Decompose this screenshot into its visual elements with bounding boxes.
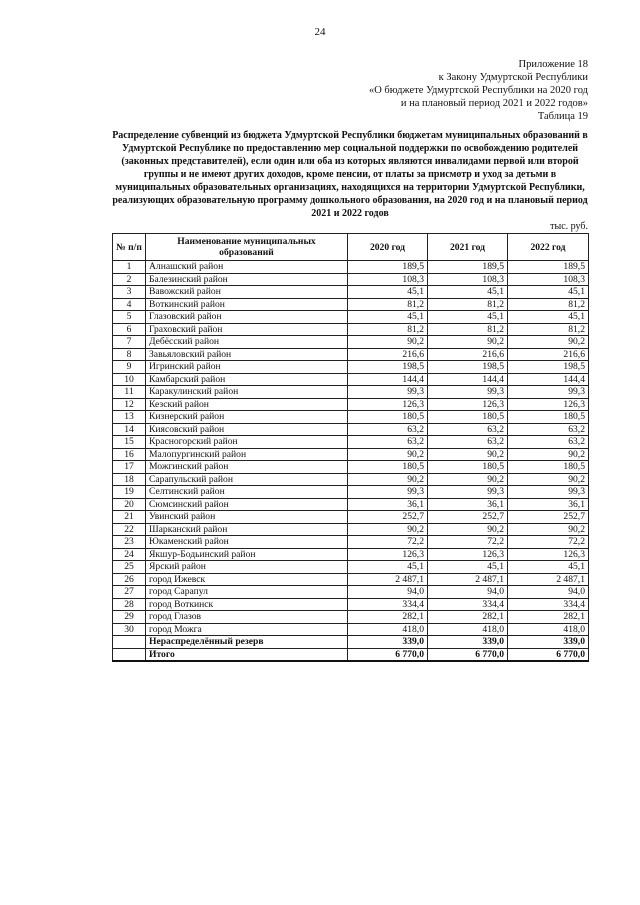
value-2020-cell: 45,1 <box>348 561 428 574</box>
value-2020-cell: 126,3 <box>348 398 428 411</box>
municipality-name-cell: город Глазов <box>146 611 348 624</box>
value-2022-cell: 2 487,1 <box>508 573 589 586</box>
value-2020-cell: 126,3 <box>348 548 428 561</box>
row-number-cell: 7 <box>113 336 146 349</box>
table-row <box>113 473 589 486</box>
value-2021-cell: 252,7 <box>428 511 508 524</box>
value-2022-cell: 334,4 <box>508 598 589 611</box>
municipality-name-cell: Завьяловский район <box>146 348 348 361</box>
value-2022-cell: 418,0 <box>508 623 589 636</box>
row-number-cell: 15 <box>113 436 146 449</box>
header-num: № п/п <box>113 234 146 261</box>
municipality-name-cell: Малопургинский район <box>146 448 348 461</box>
table-row <box>113 386 589 399</box>
value-2022-cell: 99,3 <box>508 486 589 499</box>
row-number-cell <box>113 636 146 649</box>
table-row <box>113 511 589 524</box>
appendix-line-2: к Закону Удмуртской Республики <box>438 72 588 83</box>
value-2020-cell: 252,7 <box>348 511 428 524</box>
municipality-name-cell: Воткинский район <box>146 298 348 311</box>
municipality-name-cell: Граховский район <box>146 323 348 336</box>
municipality-name-cell: Можгинский район <box>146 461 348 474</box>
table-row <box>113 636 589 649</box>
row-number-cell: 1 <box>113 261 146 274</box>
value-2022-cell: 72,2 <box>508 536 589 549</box>
table-row <box>113 336 589 349</box>
table-header-row <box>113 234 589 261</box>
subsidy-table <box>112 233 589 662</box>
municipality-name-cell: город Можга <box>146 623 348 636</box>
table-row <box>113 411 589 424</box>
value-2022-cell: 282,1 <box>508 611 589 624</box>
header-2022: 2022 год <box>508 234 589 261</box>
table-row <box>113 373 589 386</box>
value-2022-cell: 126,3 <box>508 398 589 411</box>
table-row <box>113 498 589 511</box>
header-name: Наименование муниципальных образований <box>146 234 348 261</box>
value-2021-cell: 126,3 <box>428 548 508 561</box>
table-row <box>113 361 589 374</box>
page-number: 24 <box>314 26 326 38</box>
table-row <box>113 548 589 561</box>
row-number-cell: 13 <box>113 411 146 424</box>
row-number-cell: 29 <box>113 611 146 624</box>
table-row <box>113 461 589 474</box>
value-2020-cell: 81,2 <box>348 298 428 311</box>
value-2020-cell: 63,2 <box>348 423 428 436</box>
header-2020: 2020 год <box>348 234 428 261</box>
row-number-cell: 17 <box>113 461 146 474</box>
municipality-name-cell: Селтинский район <box>146 486 348 499</box>
municipality-name-cell: город Сарапул <box>146 586 348 599</box>
value-2022-cell: 90,2 <box>508 336 589 349</box>
value-2020-cell: 63,2 <box>348 436 428 449</box>
value-2021-cell: 99,3 <box>428 486 508 499</box>
value-2022-cell: 45,1 <box>508 286 589 299</box>
table-row <box>113 561 589 574</box>
value-2022-cell: 144,4 <box>508 373 589 386</box>
value-2021-cell: 63,2 <box>428 436 508 449</box>
value-2022-cell: 99,3 <box>508 386 589 399</box>
table-label: Таблица 19 <box>537 111 588 122</box>
row-number-cell: 28 <box>113 598 146 611</box>
value-2021-cell: 45,1 <box>428 311 508 324</box>
municipality-name-cell: город Воткинск <box>146 598 348 611</box>
row-number-cell: 26 <box>113 573 146 586</box>
value-2022-cell: 108,3 <box>508 273 589 286</box>
value-2022-cell: 90,2 <box>508 473 589 486</box>
value-2020-cell: 99,3 <box>348 486 428 499</box>
row-number-cell: 3 <box>113 286 146 299</box>
value-2021-cell: 72,2 <box>428 536 508 549</box>
value-2020-cell: 94,0 <box>348 586 428 599</box>
value-2021-cell: 334,4 <box>428 598 508 611</box>
value-2020-cell: 339,0 <box>348 636 428 649</box>
municipality-name-cell: Итого <box>146 648 348 661</box>
value-2022-cell: 45,1 <box>508 311 589 324</box>
row-number-cell: 6 <box>113 323 146 336</box>
value-2022-cell: 63,2 <box>508 436 589 449</box>
value-2020-cell: 2 487,1 <box>348 573 428 586</box>
row-number-cell: 12 <box>113 398 146 411</box>
table-row <box>113 623 589 636</box>
row-number-cell: 23 <box>113 536 146 549</box>
value-2020-cell: 90,2 <box>348 448 428 461</box>
municipality-name-cell: Игринский район <box>146 361 348 374</box>
value-2021-cell: 90,2 <box>428 473 508 486</box>
row-number-cell: 4 <box>113 298 146 311</box>
table-row <box>113 298 589 311</box>
value-2022-cell: 252,7 <box>508 511 589 524</box>
value-2022-cell: 180,5 <box>508 411 589 424</box>
value-2022-cell: 189,5 <box>508 261 589 274</box>
municipality-name-cell: Камбарский район <box>146 373 348 386</box>
value-2020-cell: 282,1 <box>348 611 428 624</box>
municipality-name-cell: Балезинский район <box>146 273 348 286</box>
appendix-line-4: и на плановый период 2021 и 2022 годов» <box>400 98 588 109</box>
table-row <box>113 598 589 611</box>
municipality-name-cell: Ярский район <box>146 561 348 574</box>
appendix-header <box>369 58 588 123</box>
value-2021-cell: 90,2 <box>428 448 508 461</box>
row-number-cell: 10 <box>113 373 146 386</box>
value-2022-cell: 81,2 <box>508 298 589 311</box>
value-2022-cell: 90,2 <box>508 448 589 461</box>
value-2020-cell: 99,3 <box>348 386 428 399</box>
value-2022-cell: 90,2 <box>508 523 589 536</box>
value-2021-cell: 126,3 <box>428 398 508 411</box>
municipality-name-cell: Дебёсский район <box>146 336 348 349</box>
value-2020-cell: 180,5 <box>348 411 428 424</box>
municipality-name-cell: город Ижевск <box>146 573 348 586</box>
table-row <box>113 311 589 324</box>
value-2021-cell: 81,2 <box>428 298 508 311</box>
value-2020-cell: 180,5 <box>348 461 428 474</box>
units-label: тыс. руб. <box>550 221 588 232</box>
row-number-cell: 24 <box>113 548 146 561</box>
municipality-name-cell: Сюмсинский район <box>146 498 348 511</box>
municipality-name-cell: Кизнерский район <box>146 411 348 424</box>
row-number-cell: 5 <box>113 311 146 324</box>
table-row <box>113 486 589 499</box>
value-2021-cell: 2 487,1 <box>428 573 508 586</box>
row-number-cell: 18 <box>113 473 146 486</box>
value-2020-cell: 144,4 <box>348 373 428 386</box>
value-2021-cell: 94,0 <box>428 586 508 599</box>
table-row <box>113 261 589 274</box>
row-number-cell: 27 <box>113 586 146 599</box>
value-2022-cell: 81,2 <box>508 323 589 336</box>
municipality-name-cell: Киясовский район <box>146 423 348 436</box>
table-row <box>113 573 589 586</box>
value-2020-cell: 45,1 <box>348 311 428 324</box>
table-row <box>113 286 589 299</box>
row-number-cell: 9 <box>113 361 146 374</box>
value-2022-cell: 216,6 <box>508 348 589 361</box>
table-row <box>113 273 589 286</box>
value-2021-cell: 90,2 <box>428 523 508 536</box>
value-2022-cell: 63,2 <box>508 423 589 436</box>
table-row <box>113 436 589 449</box>
value-2022-cell: 94,0 <box>508 586 589 599</box>
value-2022-cell: 180,5 <box>508 461 589 474</box>
municipality-name-cell: Алнашский район <box>146 261 348 274</box>
row-number-cell: 25 <box>113 561 146 574</box>
value-2021-cell: 63,2 <box>428 423 508 436</box>
table-row <box>113 423 589 436</box>
row-number-cell <box>113 648 146 661</box>
value-2020-cell: 90,2 <box>348 473 428 486</box>
appendix-line-1: Приложение 18 <box>518 59 588 70</box>
municipality-name-cell: Сарапульский район <box>146 473 348 486</box>
table-row <box>113 586 589 599</box>
table-body <box>113 261 589 662</box>
municipality-name-cell: Красногорский район <box>146 436 348 449</box>
value-2020-cell: 6 770,0 <box>348 648 428 661</box>
value-2021-cell: 180,5 <box>428 411 508 424</box>
value-2021-cell: 45,1 <box>428 561 508 574</box>
municipality-name-cell: Юкаменский район <box>146 536 348 549</box>
value-2021-cell: 198,5 <box>428 361 508 374</box>
value-2021-cell: 282,1 <box>428 611 508 624</box>
value-2020-cell: 36,1 <box>348 498 428 511</box>
value-2022-cell: 198,5 <box>508 361 589 374</box>
table-row <box>113 523 589 536</box>
row-number-cell: 8 <box>113 348 146 361</box>
row-number-cell: 11 <box>113 386 146 399</box>
row-number-cell: 19 <box>113 486 146 499</box>
value-2021-cell: 45,1 <box>428 286 508 299</box>
value-2020-cell: 418,0 <box>348 623 428 636</box>
table-row <box>113 611 589 624</box>
table-row <box>113 323 589 336</box>
table-row <box>113 648 589 661</box>
value-2021-cell: 36,1 <box>428 498 508 511</box>
table-row <box>113 348 589 361</box>
value-2020-cell: 108,3 <box>348 273 428 286</box>
row-number-cell: 30 <box>113 623 146 636</box>
value-2021-cell: 216,6 <box>428 348 508 361</box>
value-2020-cell: 334,4 <box>348 598 428 611</box>
table-row <box>113 448 589 461</box>
value-2022-cell: 339,0 <box>508 636 589 649</box>
table-row <box>113 398 589 411</box>
municipality-name-cell: Кезский район <box>146 398 348 411</box>
row-number-cell: 20 <box>113 498 146 511</box>
value-2020-cell: 216,6 <box>348 348 428 361</box>
municipality-name-cell: Шарканский район <box>146 523 348 536</box>
value-2021-cell: 339,0 <box>428 636 508 649</box>
value-2021-cell: 189,5 <box>428 261 508 274</box>
value-2020-cell: 72,2 <box>348 536 428 549</box>
value-2020-cell: 81,2 <box>348 323 428 336</box>
document-title: Распределение субвенций из бюджета Удмуртской Республики бюджетам муниципальных образований в Удмуртской Республике по предоставлению мер социальной поддержки по освобождению родителей (законных представителей), если один или оба из которых являются инвалидами первой или второй группы и не имеют других доходов, кроме пенсии, от платы за присмотр и уход за детьми в муниципальных образовательных организациях, находящихся на территории Удмуртской Республики, реализующих образовательную программу дошкольного образования, на 2020 год и на плановый период 2021 и 2022 годов <box>112 130 588 219</box>
value-2020-cell: 90,2 <box>348 523 428 536</box>
municipality-name-cell: Якшур-Бодьинский район <box>146 548 348 561</box>
row-number-cell: 21 <box>113 511 146 524</box>
municipality-name-cell: Глазовский район <box>146 311 348 324</box>
value-2021-cell: 108,3 <box>428 273 508 286</box>
value-2021-cell: 144,4 <box>428 373 508 386</box>
row-number-cell: 16 <box>113 448 146 461</box>
value-2020-cell: 45,1 <box>348 286 428 299</box>
value-2021-cell: 418,0 <box>428 623 508 636</box>
value-2022-cell: 6 770,0 <box>508 648 589 661</box>
table-row <box>113 536 589 549</box>
municipality-name-cell: Каракулинский район <box>146 386 348 399</box>
value-2020-cell: 90,2 <box>348 336 428 349</box>
value-2021-cell: 99,3 <box>428 386 508 399</box>
value-2021-cell: 81,2 <box>428 323 508 336</box>
value-2021-cell: 6 770,0 <box>428 648 508 661</box>
value-2021-cell: 180,5 <box>428 461 508 474</box>
value-2020-cell: 189,5 <box>348 261 428 274</box>
municipality-name-cell: Нераспределённый резерв <box>146 636 348 649</box>
appendix-line-3: «О бюджете Удмуртской Республики на 2020 год <box>368 85 588 96</box>
row-number-cell: 22 <box>113 523 146 536</box>
municipality-name-cell: Увинский район <box>146 511 348 524</box>
municipality-name-cell: Вавожский район <box>146 286 348 299</box>
value-2022-cell: 126,3 <box>508 548 589 561</box>
value-2022-cell: 36,1 <box>508 498 589 511</box>
value-2022-cell: 45,1 <box>508 561 589 574</box>
row-number-cell: 14 <box>113 423 146 436</box>
row-number-cell: 2 <box>113 273 146 286</box>
value-2020-cell: 198,5 <box>348 361 428 374</box>
header-2021: 2021 год <box>428 234 508 261</box>
value-2021-cell: 90,2 <box>428 336 508 349</box>
